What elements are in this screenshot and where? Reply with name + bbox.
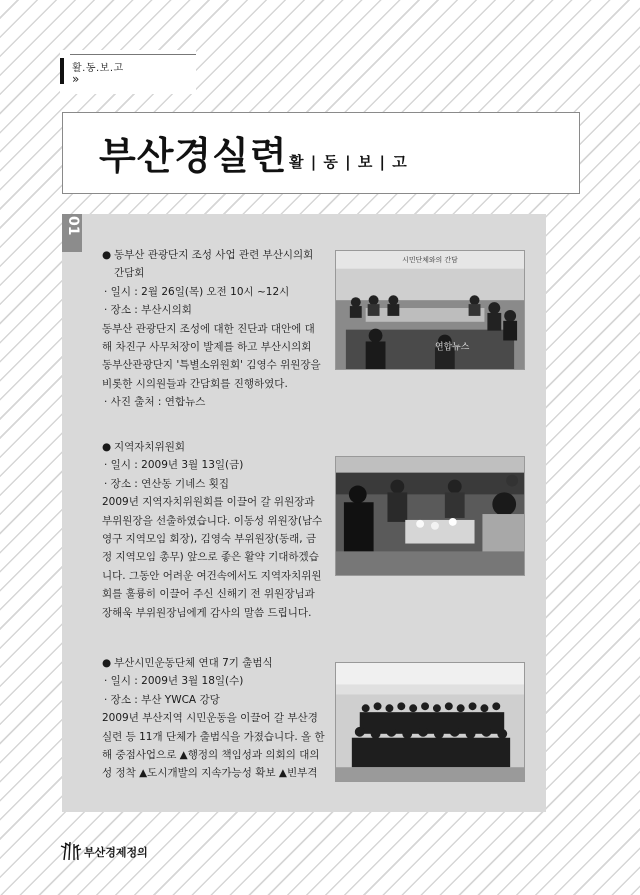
- dinner-photo: [336, 457, 524, 575]
- bullet-icon: ●: [102, 249, 112, 261]
- meeting-photo: [336, 251, 524, 369]
- page-subtitle: 활 | 동 | 보 | 고: [289, 153, 408, 171]
- report-3-place: · 장소 : 부산 YWCA 강당: [104, 693, 220, 706]
- report-3-body: 2009년 부산지역 시민운동을 이끌어 갈 부산경 실련 등 11개 단체가 출범식을 가졌습니다. 올 한 해 중점사업으로 ▲행정의 책임성과 의회의 대의 성 정착 ▲도시개발의 지속가능성 확보 ▲빈부격: [102, 712, 325, 780]
- title-box: [62, 112, 580, 194]
- report-2: [102, 438, 338, 622]
- report-2-title: ● 지역자치위원회: [102, 438, 338, 456]
- bamboo-emblem-icon: [60, 840, 82, 862]
- bullet-icon: ●: [102, 441, 112, 453]
- photo-banner-text: 시민단체와의 간담: [402, 255, 458, 264]
- report-1-date: · 일시 : 2월 26일(목) 오전 10시 ~12시: [104, 285, 290, 298]
- report-2-place: · 장소 : 연산동 기네스 횟집: [104, 477, 229, 490]
- section-header: [60, 50, 196, 94]
- report-3-photo: [335, 662, 525, 782]
- report-1-title-cont: 간담회: [114, 267, 145, 280]
- report-1-title: ● 동부산 관광단지 조성 사업 관련 부산시의회: [102, 246, 338, 264]
- header-bar: [60, 58, 64, 84]
- footer-logo-text: 부산경제정의: [84, 846, 148, 859]
- report-2-body: 2009년 지역자치위원회를 이끌어 갈 위원장과 부위원장을 선출하였습니다. 이동성 위원장(남수 영구 지역모임 회장), 김영숙 부위원장(동래, 금 정 지역모임 총무) 앞으로 좋은 활약 기대하겠습 니다. 그동안 어려운 여건속에서도 지역자치위원 회를 훌륭히 이끌어 주신 신해기 전 위원장님과 장해욱 부위원장님에게 감사의 말씀 드립니다.: [102, 496, 323, 619]
- report-1: [102, 246, 338, 412]
- bullet-icon: ●: [102, 657, 112, 669]
- report-2-date: · 일시 : 2009년 3월 13일(금): [104, 459, 244, 472]
- report-3-date: · 일시 : 2009년 3월 18일(수): [104, 675, 244, 688]
- report-1-source: · 사진 출처 : 연합뉴스: [104, 396, 206, 409]
- footer-logo: [60, 836, 170, 866]
- group-photo: [336, 663, 524, 781]
- section-label: 활.동.보.고: [72, 63, 124, 74]
- report-2-photo: [335, 456, 525, 576]
- report-1-body: 동부산 관광단지 조성에 대한 진단과 대안에 대 해 차진구 사무처장이 발제를 하고 부산시의회 동부산관광단지 '특별소위원회' 김영수 위원장을 비롯한 시의원들과 간담회를 진행하였다.: [102, 322, 321, 390]
- page-title: 부산경실련: [99, 134, 288, 178]
- section-number-tag: [62, 214, 82, 252]
- header-rule: [70, 54, 196, 55]
- report-1-place: · 장소 : 부산시의회: [104, 304, 192, 317]
- section-number: 01: [65, 216, 81, 236]
- photo-watermark: 연합뉴스: [434, 342, 470, 353]
- report-3-title: ● 부산시민운동단체 연대 7기 출범식: [102, 654, 338, 672]
- chevron-right-icon: »: [72, 72, 80, 86]
- report-1-photo: [335, 250, 525, 370]
- content-panel: [62, 214, 546, 812]
- report-3: [102, 654, 338, 783]
